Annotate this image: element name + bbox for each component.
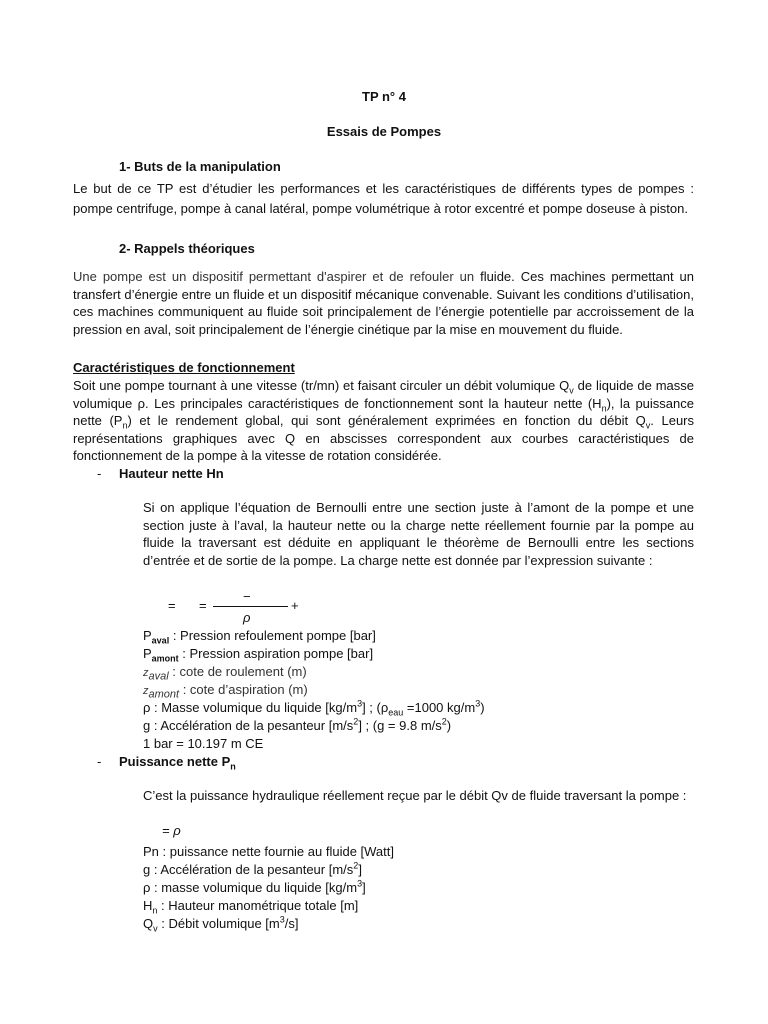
hn-text: : Hauteur manométrique totale [m] xyxy=(157,898,359,913)
g2-a: g : Accélération de la pesanteur [m/s xyxy=(143,862,354,877)
caracteristiques-text xyxy=(73,377,694,465)
car-sub-2: n xyxy=(601,403,607,414)
qv-a: : Débit volumique [m xyxy=(157,916,280,931)
rho-line-a: ρ : Masse volumique du liquide [kg/m xyxy=(143,700,358,715)
bullet-hauteur: - xyxy=(97,466,102,481)
section2-heading: 2- Rappels théoriques xyxy=(119,241,255,256)
puissance-heading-sub: n xyxy=(230,761,236,772)
car-sub-4: v xyxy=(645,420,651,431)
def-rho2 xyxy=(143,879,366,897)
hauteur-heading: Hauteur nette Hn xyxy=(119,466,224,481)
car-text-4: ) et le rendement global, qui sont généralement exprimées en fonction du débit Q xyxy=(127,413,646,428)
qv-sup: 3 xyxy=(279,914,285,925)
g-line-c: ) xyxy=(446,718,452,733)
hn-sub: n xyxy=(152,905,158,916)
zamont-symbol: z xyxy=(143,685,149,697)
def-g2 xyxy=(143,861,362,879)
def-paval xyxy=(143,627,376,645)
car-sub-3: n xyxy=(122,420,128,431)
zaval-sub: aval xyxy=(148,670,169,683)
puissance-text: C’est la puissance hydraulique réellement reçue par le débit Qv de fluide traversant la pompe : xyxy=(143,788,687,803)
rho-line-d: ) xyxy=(480,700,485,715)
def-zamont xyxy=(143,681,308,700)
qv-symbol: Q xyxy=(143,916,154,931)
equation-minus: − xyxy=(243,589,251,604)
g-line-a: g : Accélération de la pesanteur [m/s xyxy=(143,718,354,733)
bullet-puissance: - xyxy=(97,754,102,769)
def-pamont xyxy=(143,645,373,663)
caracteristiques-heading: Caractéristiques de fonctionnement xyxy=(73,360,295,375)
puissance-equation: = ρ xyxy=(162,823,181,838)
rho2-a: ρ : masse volumique du liquide [kg/m xyxy=(143,880,358,895)
fraction-bar xyxy=(213,606,288,607)
intro-part-b: . Ces machines permettant un transfert d’énergie entre un fluide et un dispositif mécanique convenable. Suivant les conditions d’utilisation, ces machines communiquent au fluide soit principalement de l’énergie potentielle par accroissement de la pression en aval, soit principalement de l’énergie cinétique par la mise en mouvement du fluide. xyxy=(73,269,695,337)
intro-part-a: Une pompe est un dispositif permettant d'aspirer et de refouler un xyxy=(73,269,481,284)
zaval-symbol: z xyxy=(143,667,149,679)
g-line-b: ] ; (g = 9.8 m/s xyxy=(358,718,442,733)
def-pn: Pn : puissance nette fournie au fluide [Watt] xyxy=(143,844,394,859)
equation-rho: ρ xyxy=(243,610,251,625)
def-qv xyxy=(143,915,298,933)
rho2-sup: 3 xyxy=(357,878,363,889)
zamont-sub: amont xyxy=(148,688,180,701)
def-bar: 1 bar = 10.197 m CE xyxy=(143,736,264,751)
section2-intro xyxy=(73,268,694,338)
def-g xyxy=(143,717,451,735)
zamont-text: : cote d’aspiration (m) xyxy=(179,682,308,697)
g-line-sup2: 2 xyxy=(441,716,447,727)
page-title: Essais de Pompes xyxy=(326,124,442,139)
equation-equals-1: = xyxy=(168,598,176,613)
paval-symbol: P xyxy=(143,628,152,643)
def-hn xyxy=(143,897,358,915)
paval-sub: aval xyxy=(151,635,170,646)
hauteur-text: Si on applique l’équation de Bernoulli entre une section juste à l’amont de la pompe et une section juste à l’aval, la hauteur nette ou la charge nette réellement fournie par la pompe au fluide la traversant est déduite en appliquant le théorème de Bernoulli entre les sections d’entrée et de sortie de la pompe. La charge nette est donnée par l’expression suivante : xyxy=(143,500,694,568)
equation-equals-2: = xyxy=(199,598,207,613)
section1-text: Le but de ce TP est d’étudier les performances et les caractéristiques de différents types de pompes : pompe centrifuge, pompe à canal latéral, pompe volumétrique à rotor excentré et pompe doseuse à piston. xyxy=(73,181,694,216)
rho-line-sup2: 3 xyxy=(475,698,481,709)
tp-number: TP n° 4 xyxy=(362,89,406,104)
car-text-5: . Leurs représentations graphiques avec Q en abscisses correspondent aux courbes caractéristiques de fonctionnement de la pompe à la vitesse de rotation considérée. xyxy=(73,413,694,463)
rho-line-b: ] ; (ρ xyxy=(362,700,389,715)
def-rho xyxy=(143,699,485,717)
def-zaval xyxy=(143,663,307,682)
equation-plus: + xyxy=(291,598,299,613)
car-text-2: de liquide de masse volumique ρ. Les principales caractéristiques de fonctionnement sont la hauteur nette (H xyxy=(73,378,694,411)
puissance-heading xyxy=(119,754,236,772)
g-line-sup: 2 xyxy=(353,716,359,727)
qv-b: /s] xyxy=(284,916,299,931)
rho-line-sub: eau xyxy=(388,707,404,718)
g2-sup: 2 xyxy=(353,860,359,871)
hn-symbol: H xyxy=(143,898,153,913)
pamont-text: : Pression aspiration pompe [bar] xyxy=(178,646,374,661)
car-text-3: ), la puissance nette (P xyxy=(73,395,694,428)
section1-heading: 1- Buts de la manipulation xyxy=(119,159,281,174)
pamont-symbol: P xyxy=(143,646,152,661)
rho-line-sup: 3 xyxy=(357,698,363,709)
car-text-1: Soit une pompe tournant à une vitesse (tr/mn) et faisant circuler un débit volumique Q xyxy=(73,378,570,393)
qv-sub: v xyxy=(153,923,158,934)
fluide-link[interactable]: fluide xyxy=(480,269,512,284)
g2-b: ] xyxy=(358,862,362,877)
puissance-heading-text: Puissance nette P xyxy=(119,754,231,769)
zaval-text: : cote de roulement (m) xyxy=(168,664,307,679)
rho2-b: ] xyxy=(362,880,366,895)
paval-text: : Pression refoulement pompe [bar] xyxy=(169,628,376,643)
car-sub-1: v xyxy=(569,385,574,396)
pamont-sub: amont xyxy=(151,653,179,664)
rho-line-c: =1000 kg/m xyxy=(403,700,476,715)
